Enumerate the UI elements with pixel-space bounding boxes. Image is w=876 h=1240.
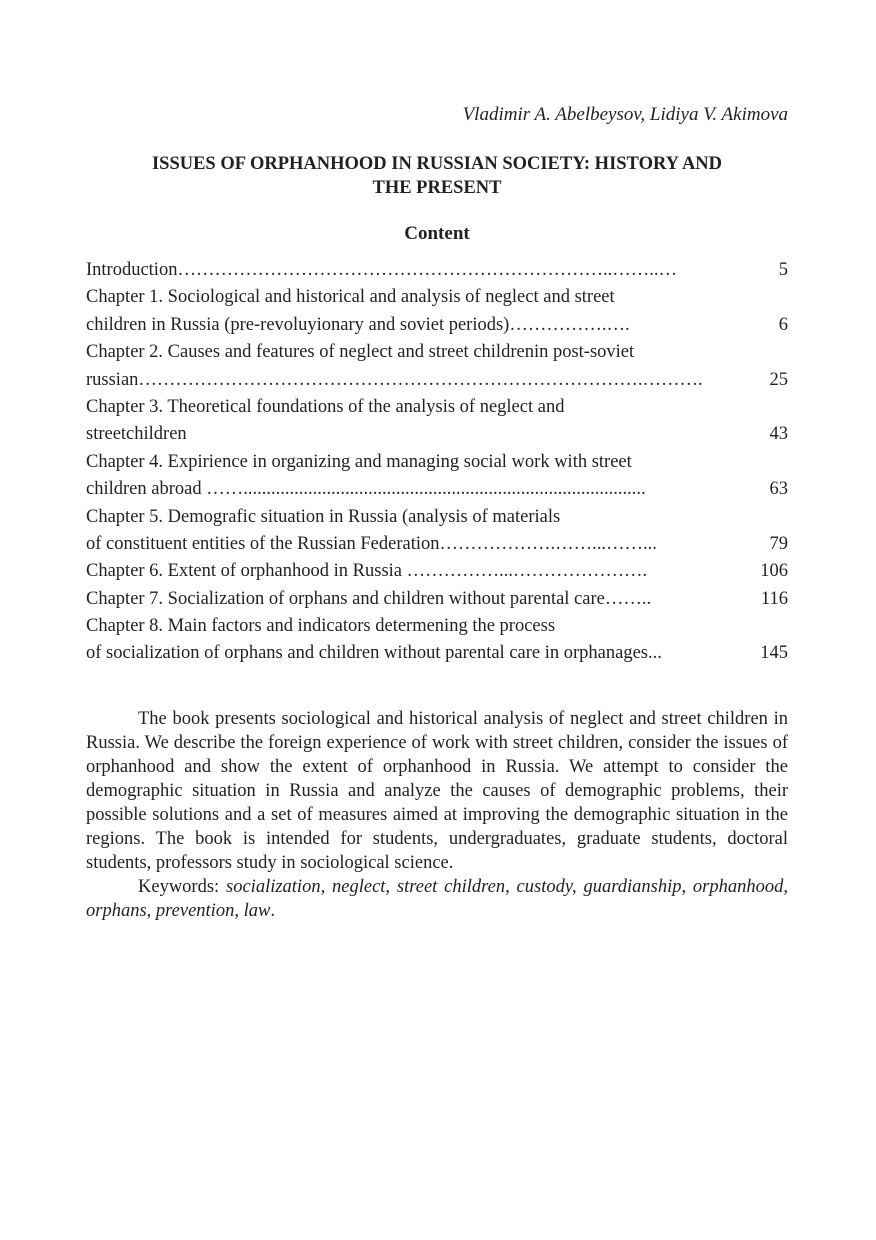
toc-entry-text: Chapter 4. Expirience in organizing and managing social work with street bbox=[86, 451, 632, 472]
toc-entry-line bbox=[86, 558, 788, 585]
toc-entry bbox=[86, 613, 788, 668]
toc-entry-line bbox=[86, 284, 788, 311]
toc-entry-line bbox=[86, 394, 788, 421]
toc-entry bbox=[86, 558, 788, 585]
toc-entry-text: Chapter 6. Extent of orphanhood in Russia ……………...…………………. bbox=[86, 561, 648, 582]
toc-entry-line bbox=[86, 257, 788, 284]
toc-entry-text: Chapter 8. Main factors and indicators determening the process bbox=[86, 616, 556, 637]
content-heading: Content bbox=[404, 223, 470, 244]
toc-entry-line bbox=[86, 586, 788, 613]
toc-entry-line bbox=[86, 339, 788, 366]
toc-entry-line bbox=[86, 449, 788, 476]
toc-page-number: 63 bbox=[769, 479, 788, 500]
title-line-1: ISSUES OF ORPHANHOOD IN RUSSIAN SOCIETY: HISTORY AND bbox=[151, 154, 723, 174]
toc-entry-line bbox=[86, 613, 788, 640]
toc-page-number: 43 bbox=[769, 424, 788, 445]
keywords-end: . bbox=[270, 901, 275, 921]
toc-entry-text: Introduction……………………………………………………………..……..… bbox=[86, 260, 677, 280]
toc-page-number: 79 bbox=[769, 533, 788, 554]
toc-entry bbox=[86, 449, 788, 504]
abstract bbox=[86, 707, 788, 923]
keywords-label: Keywords: bbox=[138, 877, 227, 897]
toc-entry-text: of socialization of orphans and children without parental care in orphanages... bbox=[86, 643, 662, 664]
keywords-terms: socialization, neglect, street children, custody, guardianship, orphanhood, orphans, prevention, law bbox=[86, 877, 788, 921]
toc-entry bbox=[86, 339, 788, 394]
toc-page-number: 145 bbox=[760, 643, 788, 664]
toc-entry-line bbox=[86, 504, 788, 531]
toc-entry-text: children abroad ……....................................................................................... bbox=[86, 479, 646, 500]
document-title bbox=[86, 152, 788, 200]
toc-entry bbox=[86, 257, 788, 284]
toc-page-number: 5 bbox=[778, 260, 788, 280]
toc-entry-text: streetchildren bbox=[86, 424, 187, 445]
toc-entry-text: Chapter 5. Demografic situation in Russia (analysis of materials bbox=[86, 506, 561, 527]
table-of-contents bbox=[86, 257, 788, 668]
toc-page-number: 106 bbox=[760, 561, 788, 582]
toc-entry-line bbox=[86, 476, 788, 503]
title-line-2: THE PRESENT bbox=[372, 178, 502, 198]
toc-entry-text: Chapter 2. Causes and features of neglect and street childrenin post-soviet bbox=[86, 342, 635, 363]
toc-page-number: 25 bbox=[769, 369, 788, 390]
toc-entry bbox=[86, 504, 788, 559]
toc-entry-line bbox=[86, 312, 788, 339]
toc-entry-line bbox=[86, 640, 788, 667]
abstract-paragraph: The book presents sociological and historical analysis of neglect and street children in Russia. We describe the foreign experience of work with street children, consider the issues of orphanhood and show the extent of orphanhood in Russia. We attempt to consider the demographic situation in Russia and analyze the causes of demographic problems, their possible solutions and a set of measures aimed at improving the demographic situation in the regions. The book is intended for students, undergraduates, graduate students, doctoral students, professors study in sociological science. bbox=[86, 709, 788, 873]
toc-entry-line bbox=[86, 531, 788, 558]
toc-page-number: 116 bbox=[760, 588, 788, 609]
toc-entry bbox=[86, 394, 788, 449]
toc-entry-text: children in Russia (pre-revoluyionary and soviet periods)…………….…. bbox=[86, 314, 630, 335]
toc-entry-text: Chapter 7. Socialization of orphans and children without parental care…….. bbox=[86, 588, 652, 609]
toc-entry-text: of constituent entities of the Russian Federation……………….……...……... bbox=[86, 533, 657, 554]
toc-entry-text: russian……………………………………………………………………….………. bbox=[86, 369, 703, 390]
toc-entry-line bbox=[86, 367, 788, 394]
toc-entry bbox=[86, 284, 788, 339]
toc-entry-text: Chapter 1. Sociological and historical and analysis of neglect and street bbox=[86, 287, 615, 308]
keywords-paragraph bbox=[86, 875, 788, 923]
toc-entry-line bbox=[86, 421, 788, 448]
toc-entry bbox=[86, 586, 788, 613]
toc-entry-text: Chapter 3. Theoretical foundations of the analysis of neglect and bbox=[86, 396, 565, 417]
authors: Vladimir A. Abelbeysov, Lidiya V. Akimova bbox=[462, 104, 788, 125]
toc-page-number: 6 bbox=[778, 314, 788, 335]
